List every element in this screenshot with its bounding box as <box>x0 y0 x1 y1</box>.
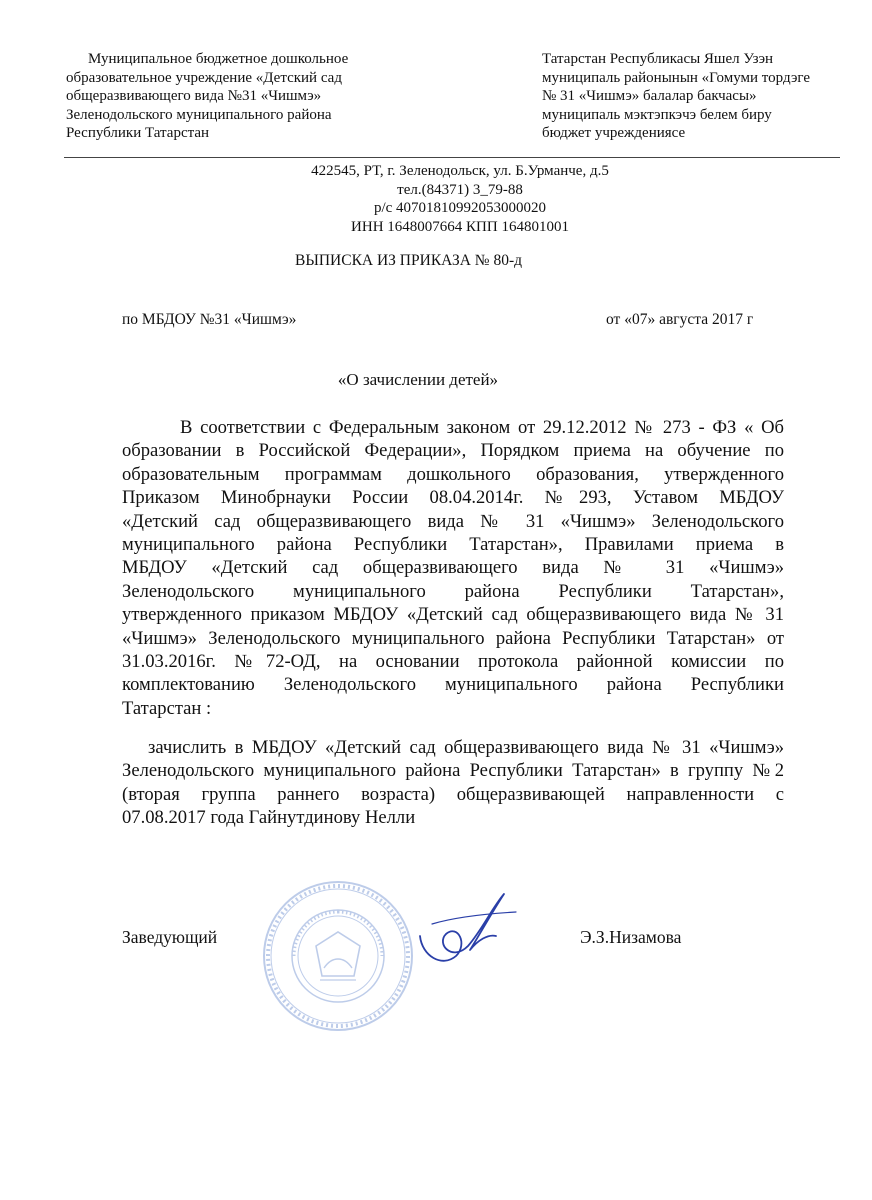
document-title: ВЫПИСКА ИЗ ПРИКАЗА № 80-д <box>294 252 523 269</box>
header-right-line: бюджет учреждениясе <box>542 125 686 141</box>
order-date: от «07» августа 2017 г <box>606 311 754 328</box>
body-line: В соответствии с Федеральным законом от 29.12.2012 № 273 - ФЗ « Об <box>180 417 784 438</box>
order-body <box>122 416 784 720</box>
decision-line: (вторая группа раннего возраста) общеразвивающей направленности с <box>122 783 784 805</box>
order-decision <box>122 736 784 830</box>
header-left-org-ru <box>66 50 348 143</box>
document-title-row <box>0 252 872 270</box>
body-line: комплектованию Зеленодольского муниципального района Республики <box>122 674 784 696</box>
header-divider <box>64 157 840 158</box>
official-seal <box>258 876 418 1036</box>
body-line: муниципального района Республики Татарстан», Правилами приема в <box>122 534 784 556</box>
decision-line: Зеленодольского муниципального района Республики Татарстан» в группу №2 <box>122 760 784 782</box>
signer-name: Э.З.Низамова <box>580 927 682 947</box>
header-left-line: общеразвивающего вида №31 «Чишмэ» <box>66 88 322 104</box>
phone: тел.(84371) 3_79-88 <box>397 181 523 198</box>
inn-kpp: ИНН 1648007664 КПП 164801001 <box>351 218 569 235</box>
header-right-org-tt <box>542 50 810 143</box>
signer-position: Заведующий <box>122 927 218 947</box>
body-line: образовании в Российской Федерации», Порядком приема на обучение по <box>122 440 784 462</box>
signature-mark <box>412 884 522 974</box>
header-left-line: образовательное учреждение «Детский сад <box>66 69 342 86</box>
header-right-line: муниципаль мэктэпкэчэ белем биру <box>542 106 772 123</box>
address: 422545, РТ, г. Зеленодольск, ул. Б.Урманче, д.5 <box>311 163 609 179</box>
header-left-line: Республики Татарстан <box>66 125 210 141</box>
order-subject-row <box>0 370 872 390</box>
header-left-line: Муниципальное бюджетное дошкольное <box>88 51 349 67</box>
body-line: Зеленодольского муниципального района Республики Татарстан», <box>122 580 784 602</box>
header-right-line: Татарстан Республикасы Яшел Узэн <box>542 51 774 67</box>
contact-block <box>250 162 670 236</box>
bank-account: р/с 40701810992053000020 <box>373 200 547 216</box>
issuing-organization: по МБДОУ №31 «Чишмэ» <box>122 311 297 328</box>
body-line: образовательным программам дошкольного образования, утвержденного <box>122 463 784 485</box>
body-line: 31.03.2016г. №72-ОД, на основании протокола районной комиссии по <box>122 651 784 673</box>
body-line: Приказом Минобрнауки России 08.04.2014г. №293, Уставом МБДОУ <box>122 487 784 509</box>
body-line: «Детский сад общеразвивающего вида № 31 «Чишмэ» Зеленодольского <box>122 510 784 532</box>
header-right-line: муниципаль районынын «Гомуми тордэге <box>542 69 811 86</box>
body-line: утвержденного приказом МБДОУ «Детский сад общеразвивающего вида № 31 <box>122 604 784 626</box>
decision-line: зачислить в МБДОУ «Детский сад общеразвивающего вида № 31 «Чишмэ» <box>148 737 784 758</box>
body-line: «Чишмэ» Зеленодольского муниципального района Республики Татарстан» от <box>122 627 784 649</box>
body-line: Татарстан : <box>122 697 212 719</box>
header-right-line: № 31 «Чишмэ» балалар бакчасы» <box>542 88 757 104</box>
header-left-line: Зеленодольского муниципального района <box>66 106 332 123</box>
decision-line: 07.08.2017 года Гайнутдинову Нелли <box>122 807 416 829</box>
order-subject: «О зачислении детей» <box>337 370 499 389</box>
body-line: МБДОУ «Детский сад общеразвивающего вида № 31 «Чишмэ» <box>122 557 784 579</box>
